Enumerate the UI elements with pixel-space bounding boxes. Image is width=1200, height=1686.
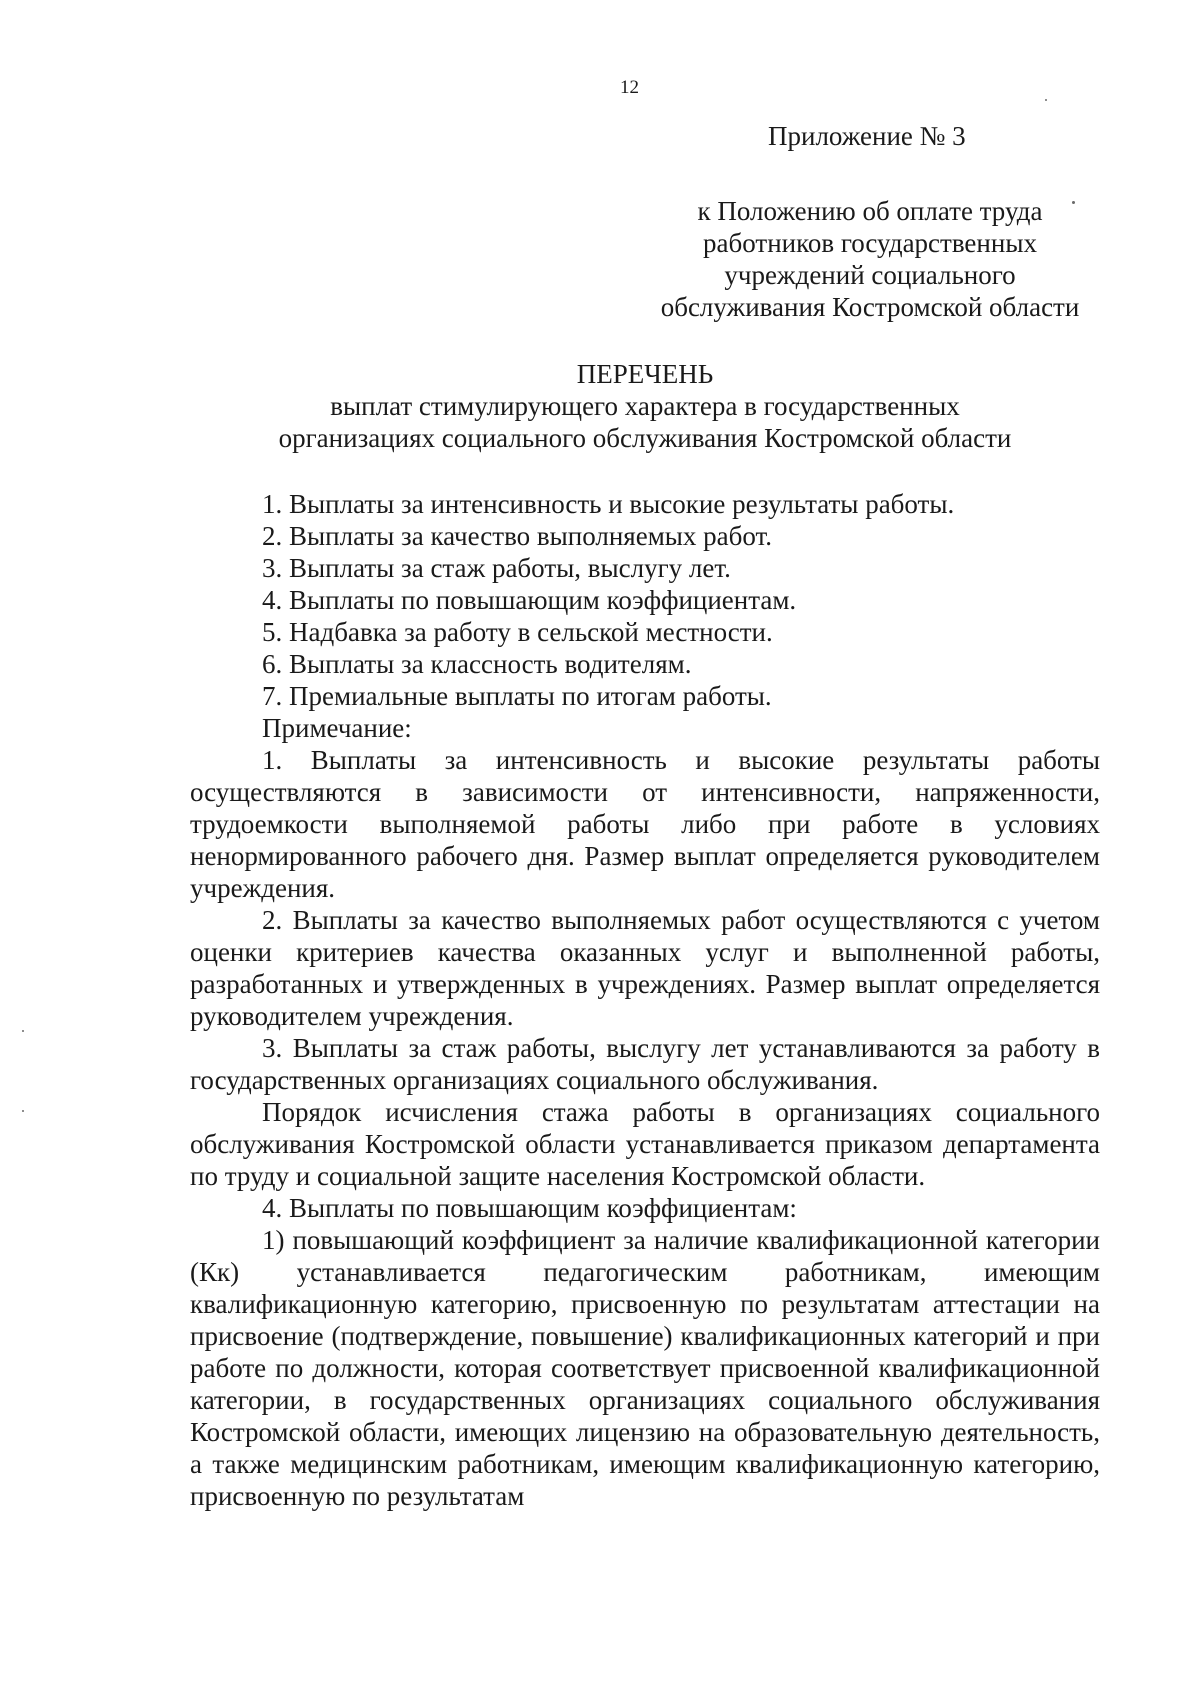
list-item: 4. Выплаты по повышающим коэффициентам. — [262, 585, 797, 615]
reference-line: работников государственных — [703, 228, 1037, 258]
document-subtitle-line: организациях социального обслуживания Костромской области — [278, 423, 1012, 453]
reference-line: к Положению об оплате труда — [697, 196, 1043, 226]
document-title: ПЕРЕЧЕНЬ — [576, 359, 714, 389]
appendix-label: Приложение № 3 — [768, 121, 966, 151]
list-item: 5. Надбавка за работу в сельской местности. — [262, 617, 773, 647]
appendix-reference — [640, 195, 1100, 323]
list-item: 1. Выплаты за интенсивность и высокие результаты работы. — [262, 489, 955, 519]
scan-speck — [22, 1030, 24, 1032]
scan-speck — [1072, 201, 1075, 204]
document-heading — [190, 358, 1100, 454]
reference-line: учреждений социального — [724, 260, 1016, 290]
note-paragraph: 4. Выплаты по повышающим коэффициентам: — [262, 1193, 797, 1223]
document-body — [190, 488, 1100, 1512]
document-subtitle-line: выплат стимулирующего характера в государственных — [330, 391, 960, 421]
reference-line: обслуживания Костромской области — [660, 292, 1080, 322]
note-paragraph: Порядок исчисления стажа работы в организациях социального обслуживания Костромской области устанавливается приказом департамента по труду и социальной защите населения Костромской области. — [190, 1097, 1100, 1191]
list-item: 2. Выплаты за качество выполняемых работ. — [262, 521, 773, 551]
note-paragraph: 1. Выплаты за интенсивность и высокие результаты работы осуществляются в зависимости от интенсивности, напряженности, трудоемкости выполняемой работы либо при работе в условиях ненормированного рабочего дня. Размер выплат определяется руководителем учреждения. — [190, 745, 1100, 903]
note-label: Примечание: — [262, 713, 412, 743]
note-paragraph: 1) повышающий коэффициент за наличие квалификационной категории (Кк) устанавливается педагогическим работникам, имеющим квалификационную категорию, присвоенную по результатам аттестации на присвоение (подтверждение, повышение) квалификационных категорий и при работе по должности, которая соответствует присвоенной квалификационной категории, в государственных организациях социального обслуживания Костромской области, имеющих лицензию на образовательную деятельность, а также медицинским работникам, имеющим квалификационную категорию, присвоенную по результатам — [190, 1225, 1100, 1511]
list-item: 7. Премиальные выплаты по итогам работы. — [262, 681, 772, 711]
note-paragraph: 2. Выплаты за качество выполняемых работ осуществляются с учетом оценки критериев качества оказанных услуг и выполненной работы, разработанных и утвержденных в учреждениях. Размер выплат определяется руководителем учреждения. — [190, 905, 1100, 1031]
note-paragraph: 3. Выплаты за стаж работы, выслугу лет устанавливаются за работу в государственных организациях социального обслуживания. — [190, 1033, 1100, 1095]
scan-speck — [1045, 99, 1047, 101]
list-item: 6. Выплаты за классность водителям. — [262, 649, 692, 679]
scan-speck — [22, 1110, 24, 1112]
list-item: 3. Выплаты за стаж работы, выслугу лет. — [262, 553, 731, 583]
page-number: 12 — [620, 77, 639, 98]
